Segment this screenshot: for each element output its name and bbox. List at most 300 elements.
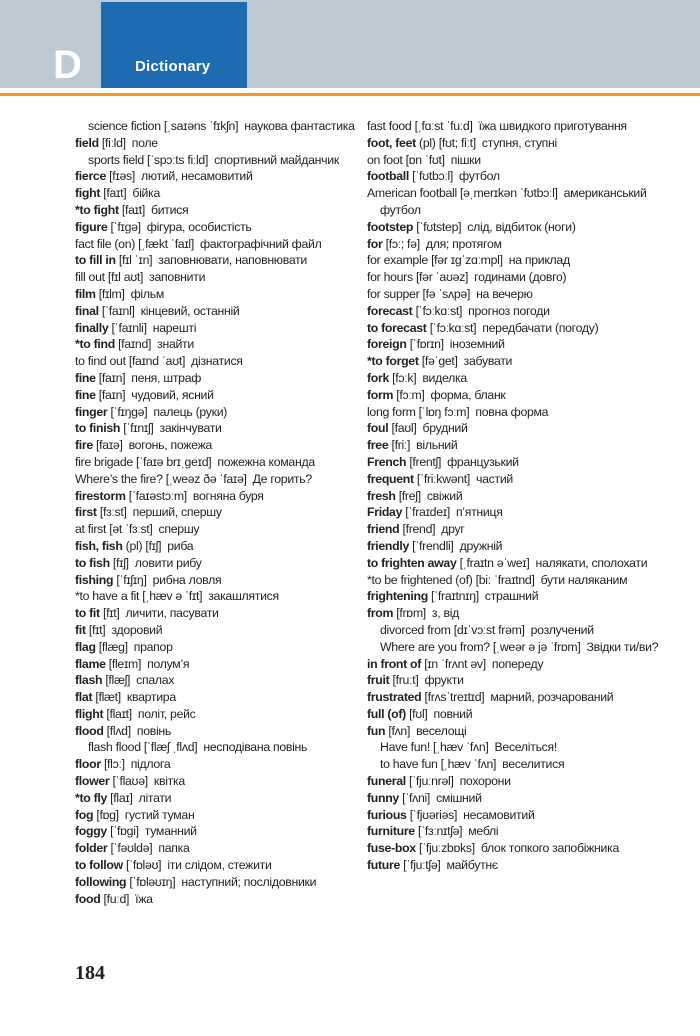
headword: frequent [367, 471, 414, 486]
dictionary-entry [75, 605, 355, 622]
dictionary-entry [367, 689, 677, 706]
translation: закашлятися [208, 589, 279, 604]
headword: foul [367, 421, 389, 436]
section-tab [101, 2, 247, 88]
translation: чудовий, ясний [131, 387, 214, 402]
dictionary-entry [367, 572, 677, 589]
headword: footstep [367, 219, 414, 234]
headword: fierce [75, 169, 107, 184]
dictionary-entry [75, 807, 355, 824]
transcription: [faɪn] [95, 387, 126, 402]
transcription: [ˈfɪɡə] [107, 219, 141, 234]
dictionary-entry [75, 336, 355, 353]
translation: іноземний [449, 337, 505, 352]
transcription: [ˈfɪŋɡə] [107, 404, 148, 419]
transcription: [ˈfjuːtʃə] [400, 858, 441, 873]
section-title: Dictionary [135, 58, 211, 75]
headword: flower [75, 774, 110, 789]
dictionary-entry [75, 454, 355, 471]
transcription: [fɪt] [99, 606, 120, 621]
transcription: for supper [fə ˈsʌpə] [367, 286, 471, 301]
translation: туманний [144, 824, 197, 839]
headword: foggy [75, 824, 107, 839]
headword: *to find [75, 337, 115, 352]
headword: fire [75, 438, 93, 453]
transcription: [flæɡ] [95, 639, 128, 654]
dictionary-entry [367, 286, 677, 303]
translation: поле [131, 135, 158, 150]
translation: фактографічний файл [199, 236, 322, 251]
headword: field [75, 135, 99, 150]
translation: заповнювати, наповнювати [158, 253, 307, 268]
headword: firestorm [75, 488, 126, 503]
dictionary-entry [367, 807, 677, 824]
headword: first [75, 505, 97, 520]
headword: *to forget [367, 354, 419, 369]
translation: ступня, ступні [481, 135, 557, 150]
transcription: [flʌd] [103, 723, 131, 738]
dictionary-entry [75, 538, 355, 555]
transcription: [faʊl] [388, 421, 417, 436]
translation: їжа [135, 891, 153, 906]
section-letter: D [53, 43, 82, 87]
dictionary-entry [367, 857, 677, 874]
dictionary-entry [367, 538, 677, 555]
translation: друг [441, 522, 465, 537]
headword: fine [75, 370, 96, 385]
translation: смішний [436, 790, 482, 805]
headword: fight [75, 186, 101, 201]
translation: вільний [416, 438, 458, 453]
transcription: *to be frightened (of) [bi: ˈfraɪtnd] [367, 572, 535, 587]
headword: fog [75, 807, 94, 822]
headword: furious [367, 807, 407, 822]
transcription: [fɒɡ] [93, 807, 119, 822]
dictionary-entry [75, 656, 355, 673]
transcription: [ˈfriːkwənt] [413, 471, 471, 486]
transcription: at first [ət ˈfɜːst] [75, 522, 153, 537]
dictionary-entry [367, 723, 677, 740]
dictionary-entry [367, 588, 677, 605]
transcription: Have fun! [ˌhæv ˈfʌn] [380, 740, 489, 755]
dictionary-entry [75, 185, 355, 202]
translation: попереду [491, 656, 544, 671]
headword: forecast [367, 303, 413, 318]
dictionary-entry [367, 488, 677, 505]
translation: полум’я [147, 656, 190, 671]
translation: квартира [126, 690, 176, 705]
transcription: fire brigade [ˈfaɪə brɪˌɡeɪd] [75, 454, 212, 469]
headword: figure [75, 219, 108, 234]
transcription: [ˈfɔːkɑːst] [412, 303, 463, 318]
translation: нарешті [152, 320, 197, 335]
translation: пеня, штраф [131, 370, 202, 385]
translation: передбачати (погоду) [482, 320, 599, 335]
transcription: [flɔː] [100, 757, 125, 772]
headword: full (of) [367, 706, 406, 721]
translation: личити, пасувати [125, 606, 219, 621]
translation: Веселіться! [494, 740, 558, 755]
dictionary-entry [75, 202, 355, 219]
headword: *to fight [75, 202, 119, 217]
dictionary-entry [367, 252, 677, 269]
headword: fork [367, 370, 390, 385]
transcription: [faɪt] [118, 202, 145, 217]
dictionary-entry [75, 773, 355, 790]
translation: літати [138, 790, 172, 805]
headword: football [367, 169, 409, 184]
dictionary-entry [367, 739, 677, 756]
transcription: [fleɪm] [105, 656, 142, 671]
headword: fun [367, 723, 386, 738]
transcription: [faɪt] [100, 186, 127, 201]
transcription: [freʃ] [395, 488, 421, 503]
transcription: [ˈfɒləʊɪŋ] [126, 874, 176, 889]
headword: fit [75, 622, 86, 637]
translation: вогняна буря [192, 488, 264, 503]
transcription: for hours [fər ˈaʊəz] [367, 270, 469, 285]
dictionary-entry [367, 219, 677, 236]
translation: налякати, сполохати [535, 555, 648, 570]
transcription: [ˈfrendli] [409, 538, 454, 553]
transcription: [fʊl] [405, 706, 428, 721]
translation: фільм [130, 286, 164, 301]
headword: fish, fish [75, 538, 123, 553]
translation: кінцевий, останній [140, 303, 240, 318]
translation: страшний [484, 589, 539, 604]
translation: спортивний майданчик [214, 152, 339, 167]
headword: furniture [367, 824, 415, 839]
transcription: [ˈfɪʃɪŋ] [113, 572, 147, 587]
headword: to fit [75, 606, 100, 621]
dictionary-entry [75, 706, 355, 723]
dictionary-entry [367, 471, 677, 488]
translation: брудний [422, 421, 468, 436]
translation: ловити рибу [134, 555, 202, 570]
dictionary-entry [75, 286, 355, 303]
translation: пішки [450, 152, 481, 167]
headword: final [75, 303, 99, 318]
dictionary-entry [367, 454, 677, 471]
translation: футбол [459, 169, 500, 184]
transcription: [ˈfraɪdeɪ] [402, 505, 450, 520]
dictionary-entry [75, 437, 355, 454]
translation: дружній [459, 538, 503, 553]
dictionary-entry [367, 168, 677, 185]
headword: flood [75, 723, 104, 738]
transcription: [ˈfʊtstep] [413, 219, 462, 234]
dictionary-entry [367, 387, 677, 404]
transcription: [fɪt] [85, 622, 106, 637]
transcription: [faɪnd] [114, 337, 152, 352]
headword: to frighten away [367, 555, 457, 570]
transcription: fact file (on) [ˌfækt ˈfaɪl] [75, 236, 194, 251]
transcription: *to have a fit [ˌhæv ə ˈfɪt] [75, 589, 203, 604]
transcription: [ˈflaʊə] [109, 774, 148, 789]
translation: повна форма [475, 404, 549, 419]
transcription: long form [ˈlɒŋ fɔːm] [367, 404, 470, 419]
translation: американський футбол [380, 186, 647, 217]
translation: спершу [158, 522, 200, 537]
translation: фігура, особистість [146, 219, 252, 234]
transcription: Where’s the fire? [ˌweəz ðə ˈfaɪə] [75, 471, 247, 486]
headword: flash [75, 673, 103, 688]
transcription: [frʌsˈtreɪtɪd] [421, 690, 485, 705]
translation: бути наляканим [540, 572, 628, 587]
dictionary-entry [367, 118, 677, 135]
headword: flame [75, 656, 106, 671]
dictionary-entry [367, 152, 677, 169]
transcription: [ˈfɒɡi] [106, 824, 139, 839]
dictionary-entry [367, 185, 677, 219]
dictionary-entry [75, 555, 355, 572]
headword: form [367, 387, 394, 402]
translation: риба [167, 538, 194, 553]
transcription: [frend] [399, 522, 436, 537]
transcription: [ˌfraɪtn əˈweɪ] [456, 555, 530, 570]
dictionary-entry [75, 622, 355, 639]
headword: *to fly [75, 790, 108, 805]
headword: future [367, 858, 401, 873]
translation: несамовитий [463, 807, 535, 822]
dictionary-entry [75, 387, 355, 404]
dictionary-entry [367, 420, 677, 437]
headword: to finish [75, 421, 121, 436]
transcription: [ˈfraɪtnɪŋ] [427, 589, 479, 604]
headword: finger [75, 404, 108, 419]
translation: знайти [157, 337, 194, 352]
translation: блок топкого запобіжника [480, 841, 620, 856]
headword: finally [75, 320, 109, 335]
transcription: [fɪəs] [106, 169, 135, 184]
translation: битися [150, 202, 189, 217]
translation: квітка [153, 774, 185, 789]
dictionary-entry [75, 219, 355, 236]
headword: fishing [75, 572, 114, 587]
translation: лютий, несамовитий [140, 169, 253, 184]
transcription: [faɪn] [95, 370, 126, 385]
translation: повний [433, 706, 473, 721]
transcription: [friː] [388, 438, 411, 453]
dictionary-entry [75, 135, 355, 152]
translation: для; протягом [425, 236, 502, 251]
headword: fresh [367, 488, 396, 503]
translation: свіжий [426, 488, 463, 503]
dictionary-entry [75, 504, 355, 521]
transcription: [ɪn ˈfrʌnt əv] [421, 656, 486, 671]
translation: майбутнє [446, 858, 498, 873]
transcription: [fuːd] [100, 891, 130, 906]
dictionary-entry [75, 521, 355, 538]
transcription: [ˈfɒrɪn] [406, 337, 444, 352]
translation: спалах [136, 673, 175, 688]
dictionary-entry [75, 891, 355, 908]
translation: слід, відбиток (ноги) [467, 219, 576, 234]
transcription: [fɔː; fə] [382, 236, 420, 251]
transcription: [flaɪt] [103, 706, 132, 721]
dictionary-column-left [75, 118, 355, 907]
dictionary-entry [75, 572, 355, 589]
translation: прапор [133, 639, 173, 654]
dictionary-entry [75, 404, 355, 421]
dictionary-entry [75, 471, 355, 488]
transcription: flash flood [ˈflæʃ ˌflʌd] [88, 740, 198, 755]
transcription: [ˈfɪnɪʃ] [120, 421, 154, 436]
translation: дізнатися [191, 354, 243, 369]
transcription: [flæt] [92, 690, 121, 705]
headword: fuse-box [367, 841, 416, 856]
headword: following [75, 874, 127, 889]
headword: Friday [367, 505, 403, 520]
transcription: (pl) [fʊt; fiːt] [415, 135, 476, 150]
translation: Де горить? [252, 471, 312, 486]
dictionary-entry [367, 605, 677, 622]
dictionary-entry [367, 790, 677, 807]
translation: меблі [468, 824, 499, 839]
transcription: [fiːld] [98, 135, 126, 150]
translation: веселитися [502, 757, 565, 772]
translation: Звідки ти/ви? [586, 639, 659, 654]
headword: fine [75, 387, 96, 402]
translation: їжа швидкого приготування [478, 119, 627, 133]
dictionary-entry [367, 353, 677, 370]
transcription: [ˈfjuːnrəl] [405, 774, 454, 789]
translation: французький [447, 454, 519, 469]
dictionary-entry [367, 269, 677, 286]
dictionary-entry [367, 370, 677, 387]
headword: frightening [367, 589, 428, 604]
translation: бійка [132, 186, 160, 201]
dictionary-entry [367, 622, 677, 639]
transcription: [ˈfaɪnl] [98, 303, 135, 318]
translation: несподівана повінь [203, 740, 308, 755]
dictionary-entry [75, 588, 355, 605]
transcription: [ˈfəʊldə] [107, 841, 153, 856]
translation: з, від [431, 606, 460, 621]
transcription: to have fun [ˌhæv ˈfʌn] [380, 757, 497, 772]
dictionary-entry [75, 269, 355, 286]
dictionary-entry [367, 840, 677, 857]
dictionary-entry [75, 370, 355, 387]
dictionary-entry [75, 320, 355, 337]
translation: закінчувати [159, 421, 222, 436]
translation: вогонь, пожежа [128, 438, 213, 453]
dictionary-entry [367, 823, 677, 840]
dictionary-entry [75, 152, 355, 169]
headword: fruit [367, 673, 390, 688]
translation: годинами (довго) [474, 270, 567, 285]
dictionary-entry [75, 353, 355, 370]
translation: підлога [130, 757, 171, 772]
transcription: [flaɪ] [107, 790, 133, 805]
dictionary-entry [367, 504, 677, 521]
translation: політ, рейс [137, 706, 196, 721]
transcription: [flæʃ] [102, 673, 131, 688]
headword: to fish [75, 555, 110, 570]
transcription: fill out [fɪl aʊt] [75, 270, 144, 285]
translation: марний, розчарований [490, 690, 614, 705]
transcription: [frentʃ] [406, 454, 442, 469]
transcription: Where are you from? [ˌweər ə jə ˈfrɒm] [380, 639, 581, 654]
transcription: [ˈfɜːnɪtʃə] [414, 824, 463, 839]
transcription: [fɜːst] [96, 505, 127, 520]
transcription: [ˈfaɪnli] [108, 320, 147, 335]
transcription: for example [fər ɪɡˈzɑːmpl] [367, 253, 503, 268]
dictionary-entry [367, 672, 677, 689]
transcription: [fruːt] [389, 673, 419, 688]
transcription: [fɪl ˈɪn] [115, 253, 153, 268]
translation: п’ятниця [455, 505, 503, 520]
transcription: [fɔːm] [393, 387, 425, 402]
page-number: 184 [75, 962, 105, 984]
transcription: [fəˈɡet] [418, 354, 458, 369]
transcription: sports field [ˈspɔːts fiːld] [88, 152, 209, 167]
translation: палець (руки) [153, 404, 228, 419]
translation: здоровий [111, 622, 163, 637]
dictionary-entry [367, 404, 677, 421]
headword: funny [367, 790, 399, 805]
dictionary-entry [367, 437, 677, 454]
dictionary-entry [367, 639, 677, 656]
transcription: [ˈfɒləʊ] [122, 858, 162, 873]
headword: friendly [367, 538, 410, 553]
dictionary-entry [75, 689, 355, 706]
headword: in front of [367, 656, 422, 671]
transcription: [fɔːk] [389, 370, 417, 385]
headword: flag [75, 639, 96, 654]
headword: frustrated [367, 690, 422, 705]
dictionary-entry [367, 135, 677, 152]
transcription: [frɒm] [393, 606, 426, 621]
dictionary-entry [75, 303, 355, 320]
transcription: [faɪə] [92, 438, 123, 453]
dictionary-entry [75, 488, 355, 505]
translation: фрукти [424, 673, 464, 688]
dictionary-entry [75, 840, 355, 857]
dictionary-entry [75, 823, 355, 840]
translation: частий [476, 471, 513, 486]
translation: іти слідом, стежити [167, 858, 272, 873]
headword: flight [75, 706, 104, 721]
translation: форма, бланк [430, 387, 506, 402]
transcription: [ˈfjʊəriəs] [406, 807, 458, 822]
dictionary-entry [75, 723, 355, 740]
translation: виделка [422, 370, 467, 385]
dictionary-entry [75, 756, 355, 773]
headword: funeral [367, 774, 406, 789]
dictionary-entry [367, 756, 677, 773]
translation: похорони [459, 774, 511, 789]
translation: на приклад [508, 253, 570, 268]
dictionary-entry [75, 236, 355, 253]
headword: folder [75, 841, 108, 856]
transcription: [fɪʃ] [109, 555, 129, 570]
headword: flat [75, 690, 93, 705]
dictionary-entry [367, 773, 677, 790]
transcription: on foot [ɒn ˈfʊt] [367, 152, 445, 167]
transcription: science fiction [ˌsaɪəns ˈfɪkʃn] [88, 119, 239, 133]
dictionary-entry [75, 857, 355, 874]
headword: foot, feet [367, 135, 416, 150]
transcription: [ˈfjuːzbɒks] [415, 841, 475, 856]
headword: French [367, 454, 407, 469]
dictionary-entry [367, 236, 677, 253]
dictionary-entry [75, 252, 355, 269]
transcription: fast food [ˌfɑːst ˈfuːd] [367, 119, 473, 133]
translation: пожежна команда [217, 454, 315, 469]
translation: наукова фантастика [244, 119, 355, 133]
dictionary-entry [367, 336, 677, 353]
